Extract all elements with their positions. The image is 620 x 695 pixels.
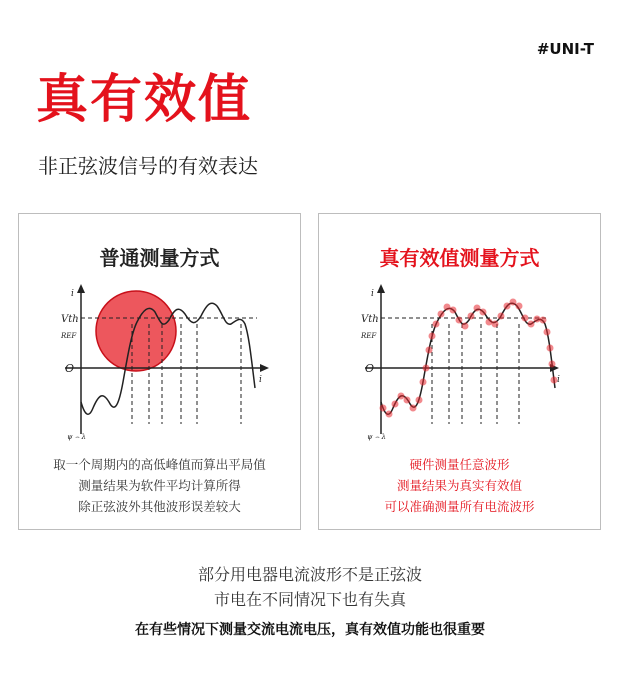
sample-dots bbox=[380, 299, 558, 418]
x-axis-label: i bbox=[557, 375, 560, 385]
panel-description bbox=[319, 454, 600, 517]
ref-label: REF bbox=[361, 332, 377, 340]
desc-line: 取一个周期内的高低峰值而算出平局值 bbox=[53, 457, 266, 472]
vth-label: Vth bbox=[361, 314, 379, 325]
page-title: 真有效值 bbox=[36, 70, 253, 130]
bottom-axis-label: ψ ⌢ λ bbox=[67, 433, 86, 441]
origin-label: O bbox=[365, 362, 375, 375]
desc-line: 除正弦波外其他波形误差较大 bbox=[78, 499, 241, 514]
panel-title: 普通测量方式 bbox=[99, 246, 220, 270]
x-axis-label: i bbox=[259, 375, 262, 385]
origin-label: O bbox=[65, 362, 75, 375]
vth-label: Vth bbox=[61, 314, 79, 325]
ref-label: REF bbox=[61, 332, 77, 340]
y-axis-label: i bbox=[71, 289, 74, 299]
y-axis-arrow bbox=[377, 284, 385, 293]
panel-true-rms-measurement bbox=[318, 213, 601, 530]
desc-line: 可以准确测量所有电流波形 bbox=[384, 499, 535, 514]
desc-line: 测量结果为软件平均计算所得 bbox=[78, 478, 241, 493]
x-axis-arrow bbox=[260, 364, 269, 372]
panel-normal-measurement bbox=[18, 213, 301, 530]
bottom-axis-label: ψ ⌢ λ bbox=[367, 433, 386, 441]
footer-line: 市电在不同情况下也有失真 bbox=[213, 590, 406, 609]
peak-highlight-circle bbox=[96, 291, 176, 371]
sample-lines bbox=[432, 324, 519, 424]
y-axis-arrow bbox=[77, 284, 85, 293]
desc-line: 硬件测量任意波形 bbox=[409, 457, 510, 472]
waveform-graph-true-rms bbox=[319, 284, 602, 444]
footer-note bbox=[0, 562, 620, 612]
footer-line: 部分用电器电流波形不是正弦波 bbox=[197, 565, 422, 584]
waveform-graph-normal bbox=[19, 284, 302, 444]
panel-description bbox=[19, 454, 300, 517]
y-axis-label: i bbox=[371, 289, 374, 299]
brand-tag: #UNI-T bbox=[536, 40, 594, 58]
desc-line: 测量结果为真实有效值 bbox=[396, 478, 522, 493]
page-subtitle: 非正弦波信号的有效表达 bbox=[38, 154, 258, 178]
panel-title: 真有效值测量方式 bbox=[379, 246, 540, 270]
footer-emphasis: 在有些情况下测量交流电流电压，真有效值功能也很重要 bbox=[135, 622, 485, 638]
